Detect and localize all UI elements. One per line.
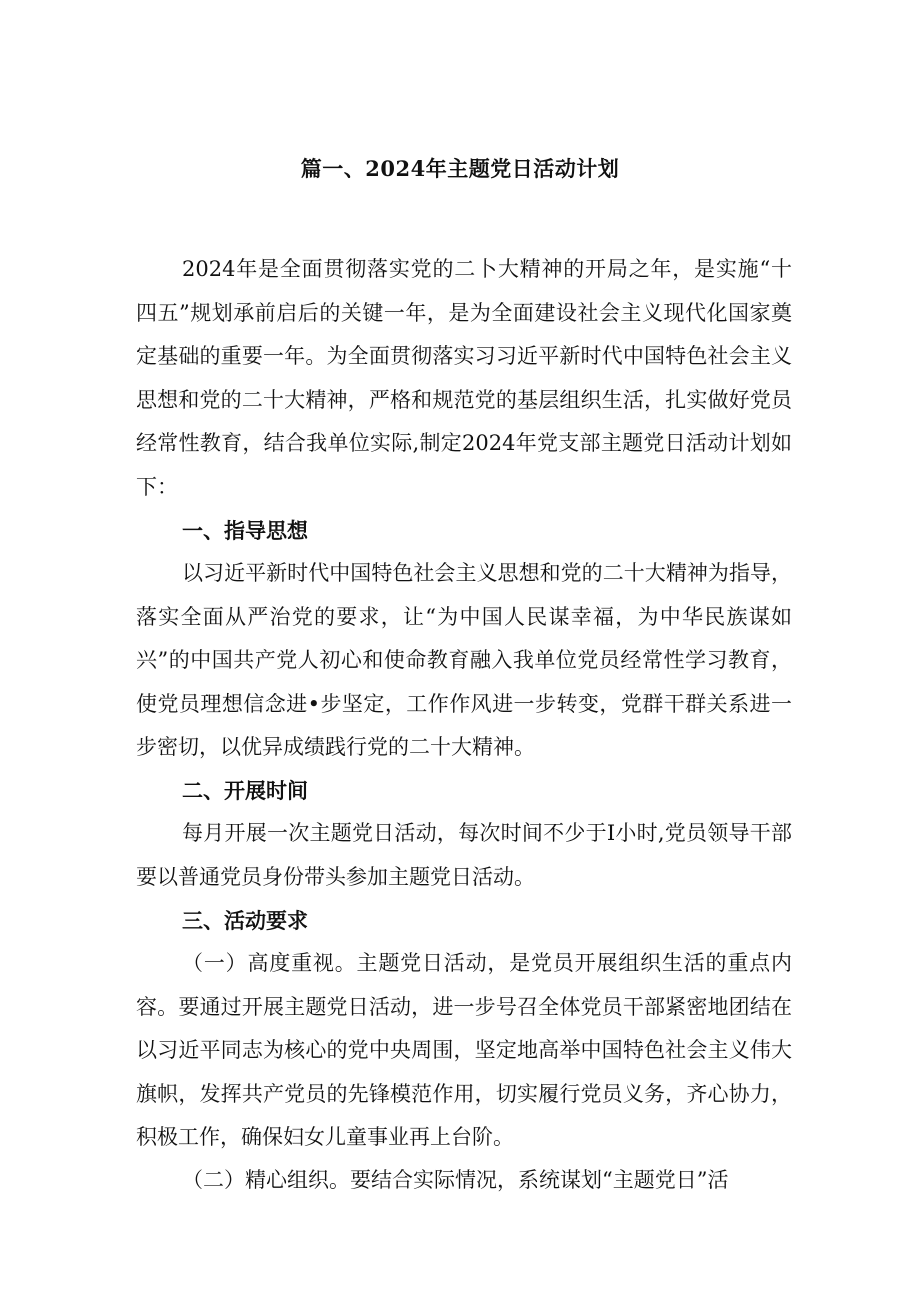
section-heading-requirements: 三、活动要求 bbox=[182, 908, 308, 933]
section-heading-schedule: 二、开展时间 bbox=[182, 778, 308, 803]
section-paragraph-requirement-1: （一）高度重视。主题党日活动，是党员开展组织生活的重点内容。要通过开展主题党日活动，进一步号召全体党员干部紧密地团结在以习近平同志为核心的党中央周围，坚定地高举中国特色社会主义伟大旗帜，发挥共产党员的先锋模范作用，切实履行党员义务，齐心协力，积极工作，确保妇女儿童事业再上台阶。 bbox=[136, 951, 792, 1149]
section-paragraph-requirement-2: （二）精心组织。要结合实际情况，系统谋划“主题党日”活 bbox=[182, 1168, 729, 1192]
section-paragraph-guiding-thought: 以习近平新时代中国特色社会主义思想和党的二十大精神为指导，落实全面从严治党的要求，让“为中国人民谋幸福，为中华民族谋如兴”的中国共产党人初心和使命教育融入我单位党员经常性学习教育，使党员理想信念进•步坚定，工作作风进一步转变，党群干群关系进一步密切，以优异成绩践行党的二十大精神。 bbox=[136, 561, 792, 759]
section-paragraph-schedule: 每月开展一次主题党日活动，每次时间不少于I小时,党员领导干部要以普通党员身份带头参加主题党日活动。 bbox=[136, 821, 792, 889]
section-heading-guiding-thought: 一、指导思想 bbox=[182, 518, 308, 543]
page-title: 篇一、2024年主题党日活动计划 bbox=[300, 156, 620, 181]
intro-paragraph: 2024年是全面贯彻落实党的二卜大精神的开局之年，是实施“十四五”规划承前启后的关键一年，是为全面建设社会主义现代化国家奠定基础的重要一年。为全面贯彻落实习习近平新时代中国特色社会主义思想和党的二十大精神，严格和规范党的基层组织生活，扎实做好党员经常性教育，结合我单位实际,制定2024年党支部主题党日活动计划如下： bbox=[136, 257, 792, 499]
